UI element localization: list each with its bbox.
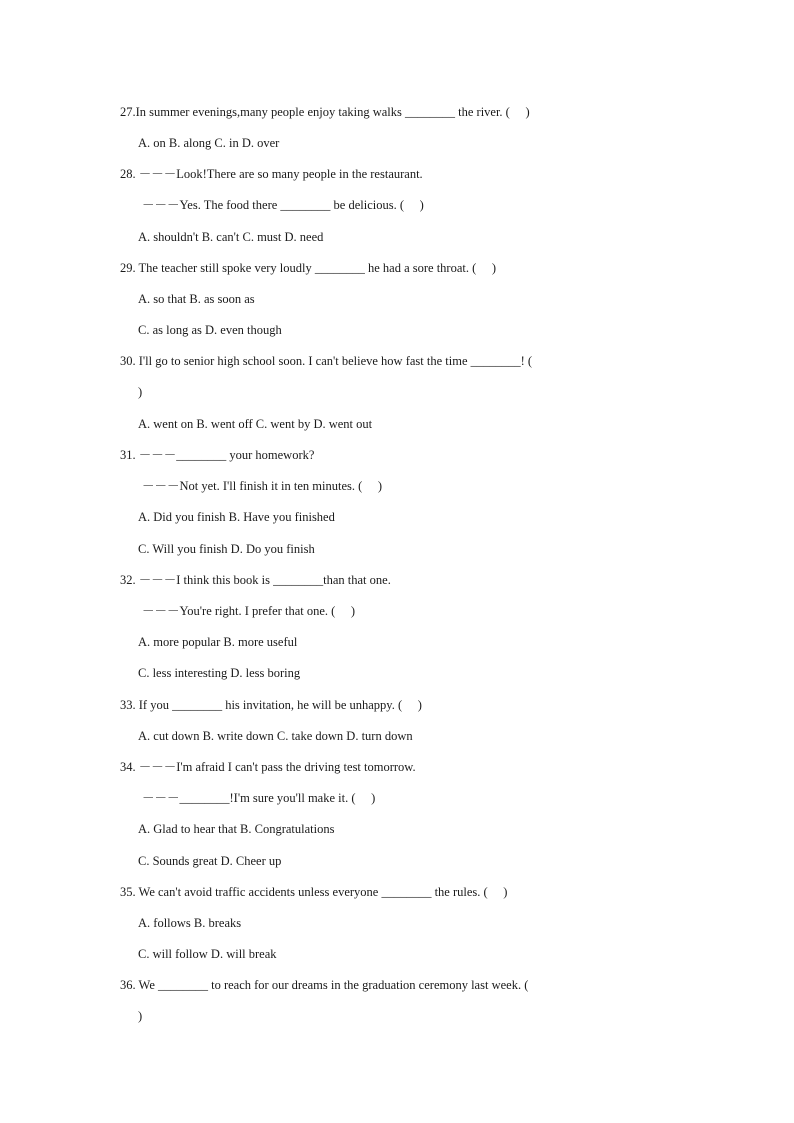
question-36-stem: 36. We ________ to reach for our dreams in the graduation ceremony last week. ( xyxy=(120,978,529,992)
question-33-stem: 33. If you ________ his invitation, he will be unhappy. ( ) xyxy=(120,698,422,712)
question-32-stem: 32. －－－I think this book is ________than that one. xyxy=(120,573,391,587)
question-34-stem: 34. －－－I'm afraid I can't pass the driving test tomorrow. xyxy=(120,760,416,774)
question-31-stem: 31. －－－________ your homework? xyxy=(120,448,315,462)
question-28-response: －－－Yes. The food there ________ be delicious. ( ) xyxy=(142,198,424,212)
question-32-options-1: A. more popular B. more useful xyxy=(138,635,298,649)
question-35-options-2: C. will follow D. will break xyxy=(138,947,277,961)
question-35-options-1: A. follows B. breaks xyxy=(138,916,242,930)
question-32-response: －－－You're right. I prefer that one. ( ) xyxy=(142,604,356,618)
question-31-options-2: C. Will you finish D. Do you finish xyxy=(138,542,315,556)
question-34-response: －－－________!I'm sure you'll make it. ( ) xyxy=(142,791,376,805)
question-31-response: －－－Not yet. I'll finish it in ten minutes. ( ) xyxy=(142,479,383,493)
question-28-stem: 28. －－－Look!There are so many people in the restaurant. xyxy=(120,167,423,181)
question-35-stem: 35. We can't avoid traffic accidents unless everyone ________ the rules. ( ) xyxy=(120,885,508,899)
question-33-options: A. cut down B. write down C. take down D. turn down xyxy=(138,729,413,743)
question-29-options-1: A. so that B. as soon as xyxy=(138,292,255,306)
question-31-options-1: A. Did you finish B. Have you finished xyxy=(138,510,335,524)
question-28-options: A. shouldn't B. can't C. must D. need xyxy=(138,230,324,244)
question-30-stem: 30. I'll go to senior high school soon. I can't believe how fast the time ________! ( xyxy=(120,354,533,368)
question-34-options-1: A. Glad to hear that B. Congratulations xyxy=(138,822,335,836)
question-27-options: A. on B. along C. in D. over xyxy=(138,136,280,150)
question-32-options-2: C. less interesting D. less boring xyxy=(138,666,301,680)
question-29-options-2: C. as long as D. even though xyxy=(138,323,282,337)
question-27-stem: 27.In summer evenings,many people enjoy taking walks ________ the river. ( ) xyxy=(120,105,530,119)
question-34-options-2: C. Sounds great D. Cheer up xyxy=(138,854,282,868)
question-36-stem-wrap: ) xyxy=(138,1009,143,1023)
question-30-options: A. went on B. went off C. went by D. went out xyxy=(138,417,373,431)
question-30-stem-wrap: ) xyxy=(138,385,143,399)
question-29-stem: 29. The teacher still spoke very loudly ________ he had a sore throat. ( ) xyxy=(120,261,497,275)
